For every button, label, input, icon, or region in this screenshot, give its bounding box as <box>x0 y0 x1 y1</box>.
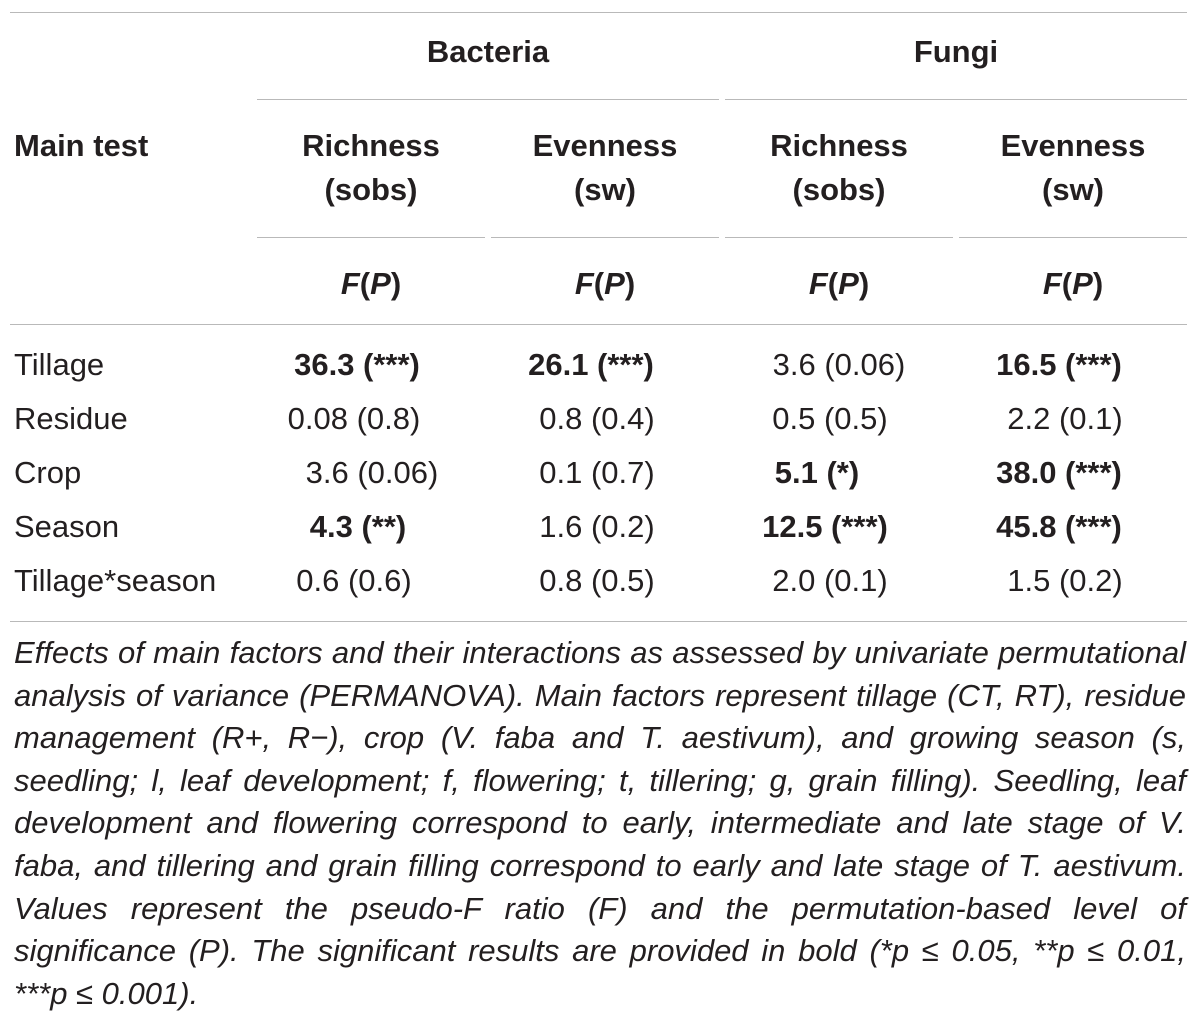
col-header-fungi-evenness <box>959 124 1187 212</box>
group-header-bacteria: Bacteria <box>426 34 550 69</box>
row-label: Season <box>14 509 120 544</box>
col4-subheader-rule <box>959 237 1187 238</box>
col3-subheader-rule <box>725 237 953 238</box>
col-header-line2: (sobs) <box>324 172 418 207</box>
stat-f: F <box>574 266 594 301</box>
col-header-line1: Evenness <box>532 128 678 163</box>
table-cell: 2.0 (0.1) <box>772 563 888 598</box>
table-cell: 0.08 (0.8) <box>287 401 421 436</box>
stat-p: P <box>1072 266 1093 301</box>
row-label: Tillage*season <box>14 563 217 598</box>
table-bottom-rule <box>10 621 1187 622</box>
table-cell: 1.6 (0.2) <box>539 509 655 544</box>
col-header-line2: (sw) <box>574 172 636 207</box>
table-cell: 1.5 (0.2) <box>1007 563 1123 598</box>
group-header-fungi: Fungi <box>913 34 999 69</box>
col-header-line1: Richness <box>770 128 908 163</box>
col-header-line1: Evenness <box>1000 128 1146 163</box>
table-cell: 0.8 (0.5) <box>539 563 655 598</box>
table-cell: 36.3 (***) <box>294 347 420 382</box>
stat-f: F <box>1042 266 1062 301</box>
col-header-line2: (sobs) <box>792 172 886 207</box>
table-cell: 3.6 (0.06) <box>305 455 439 490</box>
table-caption: Effects of main factors and their interactions as assessed by univariate permutational analysis of variance (PERMANOVA). Main factors represent tillage (CT, RT), residue management (R+, R−), crop (V. faba and T. aestivum), and growing season (s, seedling; l, leaf development; f, flowering; t, tillering; g, grain filling). Seedling, leaf development and flowering correspond to early, intermediate and late stage of V. faba, and tillering and grain filling correspond to early and late stage of T. aestivum. Values represent the pseudo-F ratio (F) and the permutation-based level of significance (P). The significant results are provided in bold (*p ≤ 0.05, **p ≤ 0.01, ***p ≤ 0.001). <box>14 635 1186 1011</box>
col2-subheader-rule <box>491 237 719 238</box>
row-label: Tillage <box>14 347 105 382</box>
table-cell: 0.5 (0.5) <box>772 401 888 436</box>
table-cell: 26.1 (***) <box>528 347 654 382</box>
stat-header: F(P) <box>808 266 870 301</box>
col-header-line2: (sw) <box>1042 172 1104 207</box>
row-label: Crop <box>14 455 82 490</box>
table-cell: 4.3 (**) <box>309 509 407 544</box>
table-cell: 0.8 (0.4) <box>539 401 655 436</box>
stat-f: F <box>340 266 360 301</box>
stat-p: P <box>370 266 391 301</box>
table-cell: 5.1 (*) <box>774 455 860 490</box>
col-header-line1: Richness <box>302 128 440 163</box>
col-header-bacteria-evenness <box>491 124 719 212</box>
main-test-header: Main test <box>14 128 149 163</box>
col-header-bacteria-richness <box>257 124 485 212</box>
top-rule <box>10 12 1187 13</box>
stat-p: P <box>838 266 859 301</box>
table-cell: 3.6 (0.06) <box>772 347 906 382</box>
stat-header: F(P) <box>340 266 402 301</box>
table-cell: 0.6 (0.6) <box>296 563 412 598</box>
table-cell: 2.2 (0.1) <box>1007 401 1123 436</box>
col1-subheader-rule <box>257 237 485 238</box>
row-label: Residue <box>14 401 128 436</box>
table-cell: 45.8 (***) <box>996 509 1122 544</box>
stat-p: P <box>604 266 625 301</box>
stat-f: F <box>808 266 828 301</box>
table-cell: 0.1 (0.7) <box>539 455 655 490</box>
col-header-fungi-richness <box>725 124 953 212</box>
bacteria-group-rule <box>257 99 719 100</box>
fungi-group-rule <box>725 99 1187 100</box>
stat-header: F(P) <box>1042 266 1104 301</box>
table-cell: 38.0 (***) <box>996 455 1122 490</box>
table-cell: 12.5 (***) <box>762 509 888 544</box>
table-cell: 16.5 (***) <box>996 347 1122 382</box>
stat-header: F(P) <box>574 266 636 301</box>
header-bottom-rule <box>10 324 1187 325</box>
